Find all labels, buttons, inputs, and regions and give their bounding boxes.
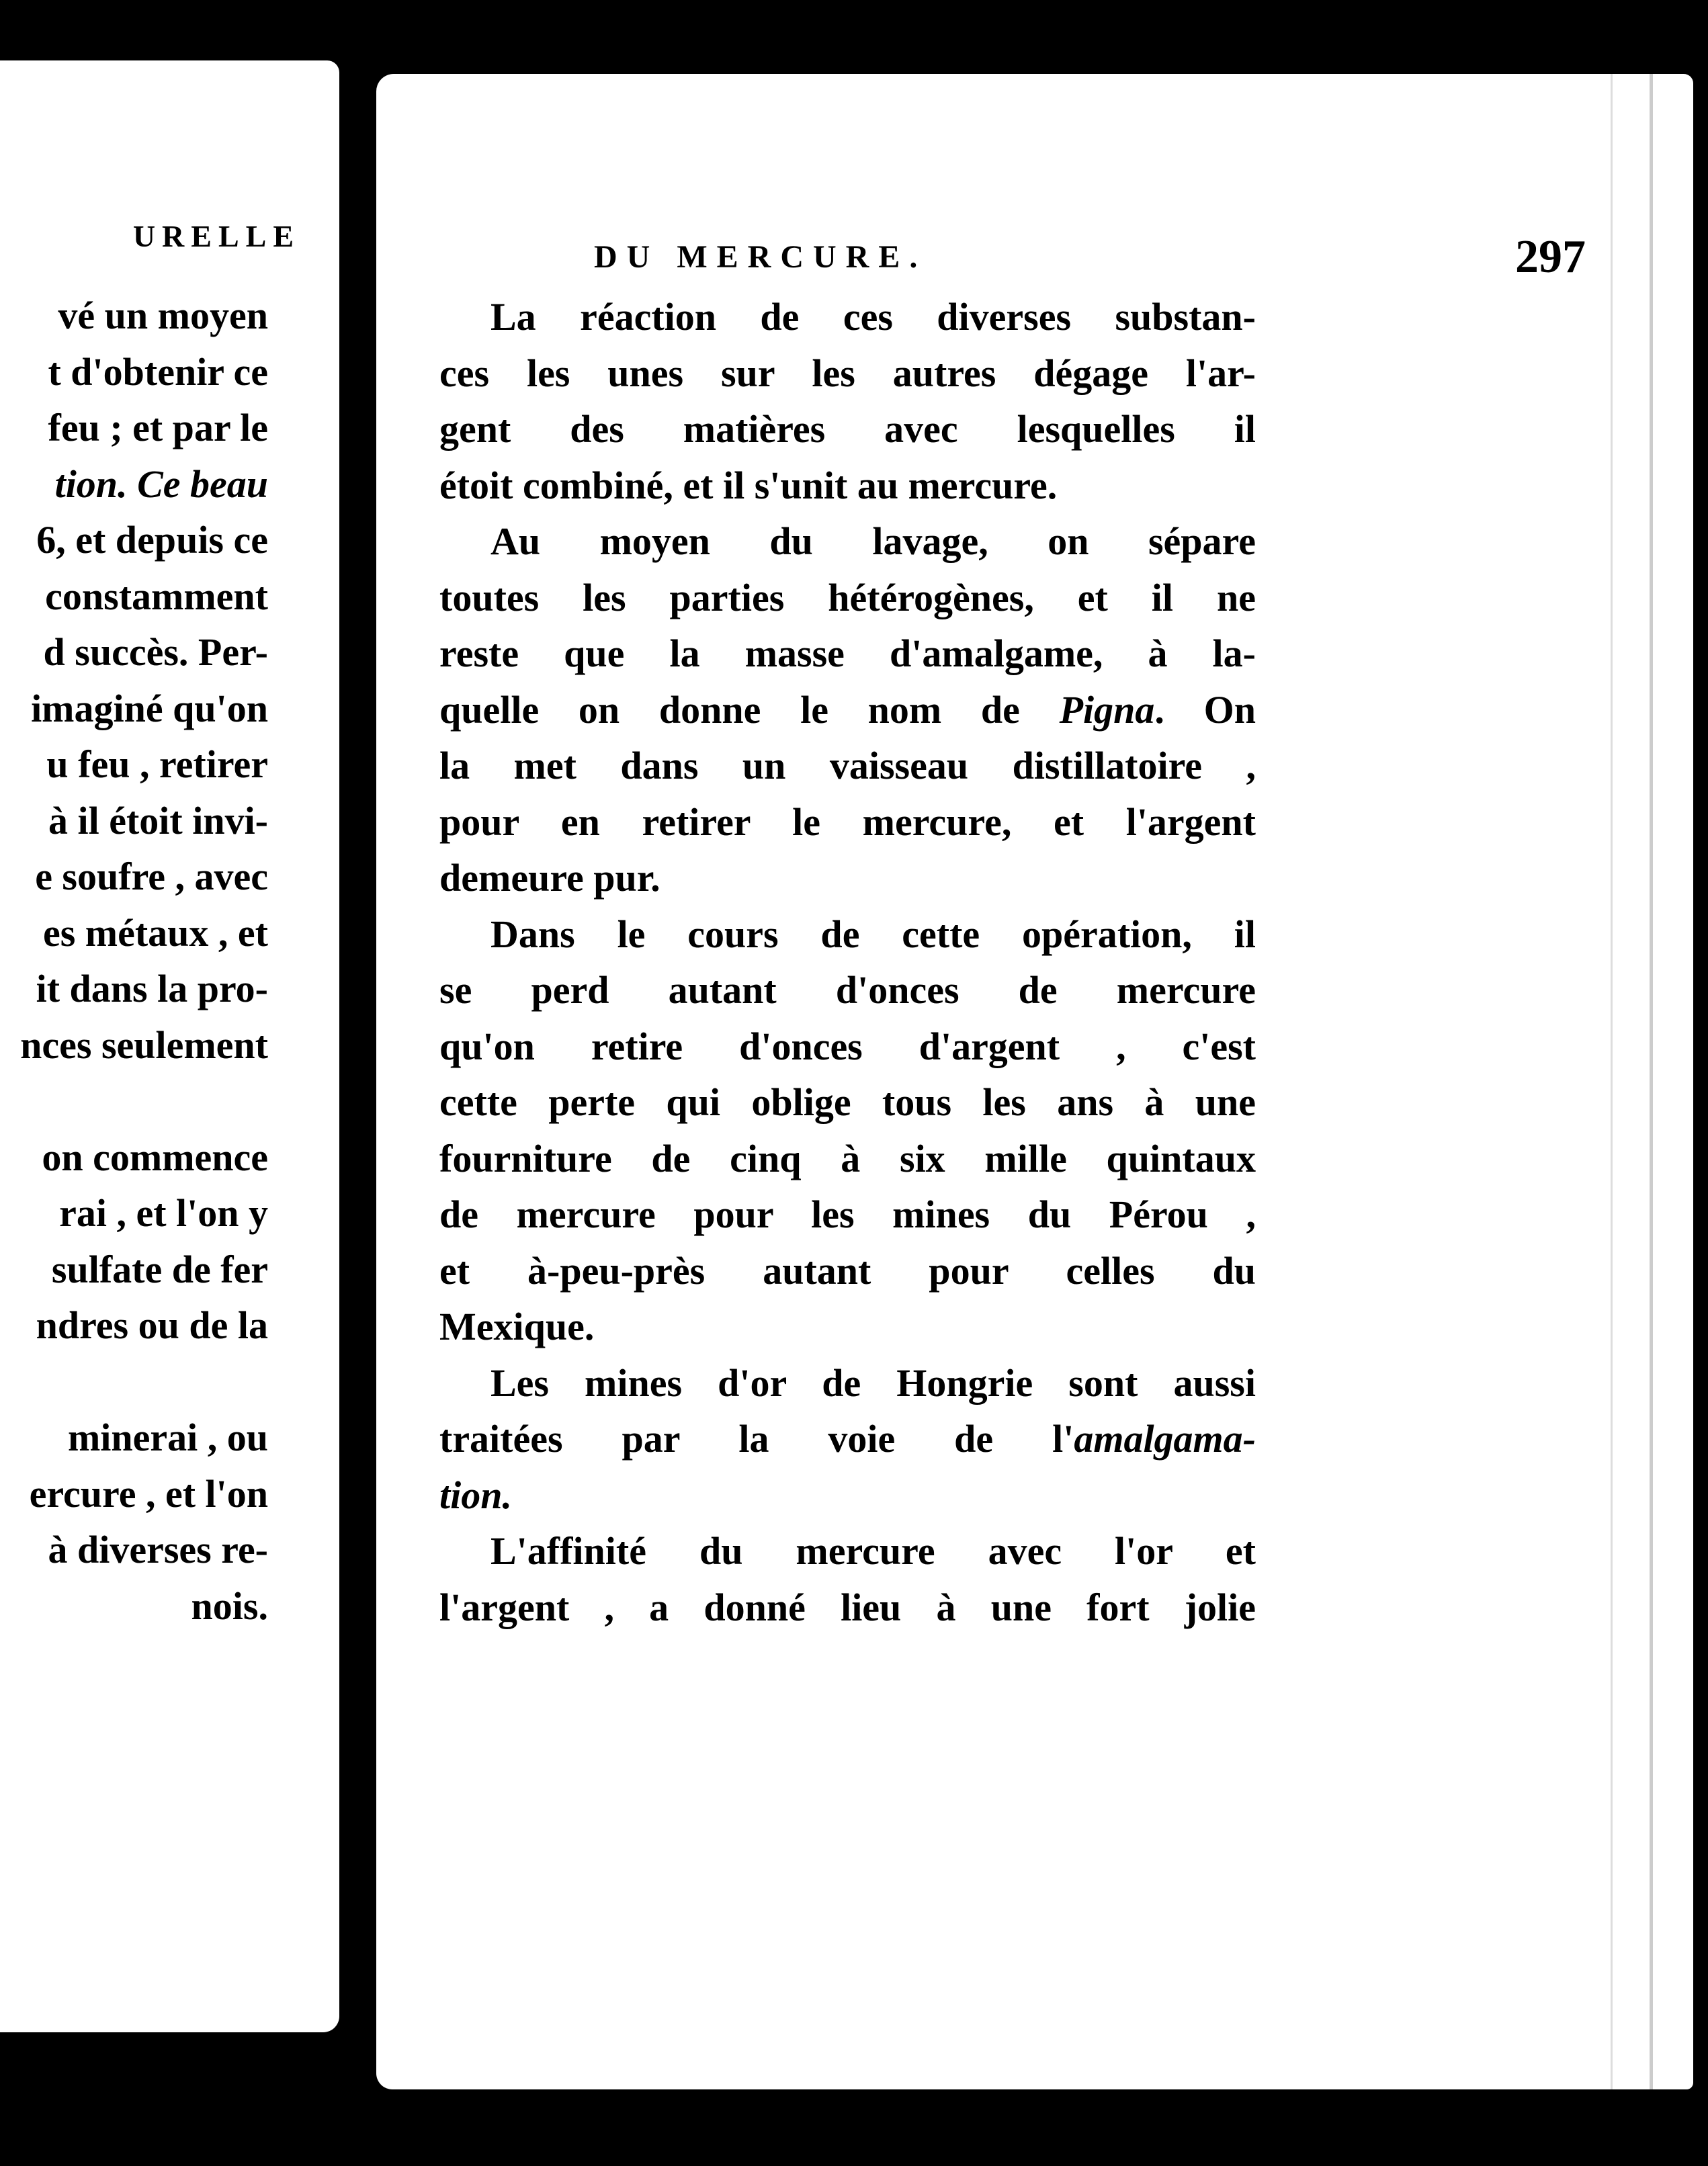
- left-line: es métaux , et: [42, 910, 268, 955]
- text-line: toutes les parties hétérogènes, et il ne: [439, 575, 1256, 619]
- left-line: e soufre , avec: [35, 855, 268, 898]
- left-line-blank: [20, 1354, 268, 1410]
- left-line: 6, et depuis ce: [36, 518, 268, 562]
- right-page: [376, 74, 1693, 2089]
- left-line: u feu , retirer: [46, 742, 268, 786]
- page-edge-line: [1611, 74, 1613, 2089]
- text-run: quelle on donne le nom de: [439, 687, 1060, 732]
- text-line: fourniture de cinq à six mille quintaux: [439, 1136, 1256, 1180]
- left-line: vé un moyen: [58, 294, 268, 337]
- text-line: ces les unes sur les autres dégage l'ar-: [439, 351, 1256, 395]
- text-line: La réaction de ces diverses substan-: [490, 295, 1256, 339]
- italic-term: amalgama-: [1074, 1417, 1256, 1461]
- text-line: [439, 1467, 1256, 1524]
- left-line: constamment: [45, 574, 268, 618]
- left-line: d succès. Per-: [43, 630, 268, 674]
- text-line: Mexique.: [439, 1305, 595, 1348]
- text-line: se perd autant d'onces de mercure: [439, 968, 1256, 1012]
- left-line: sulfate de fer: [51, 1247, 268, 1291]
- running-title: DU MERCURE.: [594, 239, 927, 275]
- text-line: qu'on retire d'onces d'argent , c'est: [439, 1024, 1256, 1068]
- page-number: 297: [1515, 231, 1586, 283]
- text-run: traitées par la voie de l': [439, 1417, 1074, 1461]
- left-page: [0, 60, 339, 2032]
- page-edge-line: [1650, 74, 1653, 2089]
- text-line: L'affinité du mercure avec l'or et: [490, 1529, 1256, 1573]
- left-line: imaginé qu'on: [31, 686, 268, 730]
- text-line: Les mines d'or de Hongrie sont aussi: [490, 1360, 1256, 1405]
- left-line: on commence: [42, 1135, 268, 1179]
- left-line: minerai , ou: [67, 1416, 268, 1459]
- left-line-blank: [20, 1073, 268, 1129]
- italic-term: Pigna: [1059, 687, 1155, 732]
- left-page-running-title: URELLE: [132, 219, 300, 253]
- left-line: à diverses re-: [48, 1528, 268, 1571]
- left-line: ercure , et l'on: [29, 1471, 268, 1516]
- text-line: la met dans un vaisseau distillatoire ,: [439, 744, 1256, 787]
- left-line: feu ; et par le: [48, 406, 268, 449]
- left-line: tion. Ce beau: [54, 462, 268, 506]
- left-page-text: [20, 288, 268, 1634]
- text-line: et à-peu-près autant pour celles du: [439, 1248, 1256, 1293]
- body-text: [439, 289, 1256, 1635]
- text-line: Au moyen du lavage, on sépare: [490, 519, 1256, 563]
- left-line: rai , et l'on y: [59, 1191, 268, 1235]
- text-line: pour en retirer le mercure, et l'argent: [439, 799, 1256, 844]
- left-line: ndres ou de la: [36, 1303, 268, 1347]
- left-line: nois.: [191, 1584, 268, 1628]
- text-line: reste que la masse d'amalgame, à la-: [439, 632, 1256, 675]
- left-line: it dans la pro-: [36, 967, 268, 1010]
- text-line: de mercure pour les mines du Pérou ,: [439, 1193, 1256, 1236]
- text-line: étoit combiné, et il s'unit au mercure.: [439, 463, 1058, 507]
- text-run: . On: [1154, 687, 1256, 732]
- text-line: l'argent , a donné lieu à une fort jolie: [439, 1585, 1256, 1629]
- left-line: à il étoit invi-: [48, 798, 268, 842]
- page-header: [594, 230, 1586, 285]
- text-line: Dans le cours de cette opération, il: [490, 912, 1256, 956]
- text-line: cette perte qui oblige tous les ans à une: [439, 1080, 1256, 1124]
- left-line: t d'obtenir ce: [48, 349, 268, 394]
- italic-term: tion.: [439, 1473, 512, 1517]
- text-line: [439, 682, 1256, 738]
- left-line: nces seulement: [20, 1023, 268, 1067]
- text-line: gent des matières avec lesquelles il: [439, 407, 1256, 451]
- text-line: demeure pur.: [439, 856, 660, 900]
- text-line: [439, 1411, 1256, 1467]
